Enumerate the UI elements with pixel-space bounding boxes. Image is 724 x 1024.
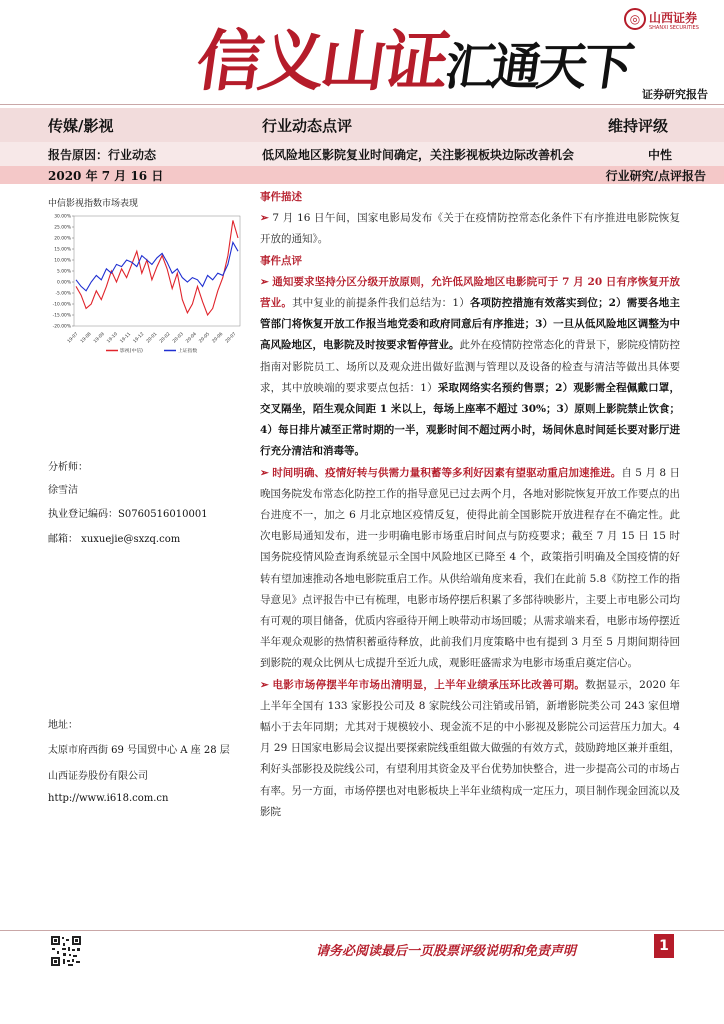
x-tick-label: 19-12 xyxy=(132,331,146,345)
x-tick-label: 19-10 xyxy=(106,331,119,345)
header-divider xyxy=(0,104,724,105)
section-title-event: 事件描述 xyxy=(260,191,302,203)
x-tick-label: 20-03 xyxy=(172,331,185,345)
x-tick-label: 20-05 xyxy=(198,331,212,345)
section-title-comment: 事件点评 xyxy=(260,254,302,267)
analyst-email[interactable]: 邮箱： xuxuejie@sxzq.com xyxy=(48,534,181,545)
series-line-0 xyxy=(76,220,238,315)
analyst-name: 徐雪洁 xyxy=(48,485,78,496)
header-slogan xyxy=(191,8,634,103)
x-tick-label: 19-09 xyxy=(93,331,106,345)
x-tick-label: 20-04 xyxy=(185,331,198,345)
report-reason: 报告原因：行业动态 xyxy=(48,148,157,162)
y-tick-label: 15.00% xyxy=(54,247,71,253)
x-tick-label: 20-02 xyxy=(159,331,172,345)
y-tick-label: -10.00% xyxy=(52,302,71,308)
logo-cn-text: 山西证券 xyxy=(649,11,698,25)
analyst-label: 分析师： xyxy=(48,462,88,473)
disclaimer-notice[interactable]: 请务必阅读最后一页股票评级说明和免责声明 xyxy=(316,944,577,959)
x-tick-label: 20-01 xyxy=(145,331,159,345)
page-number: 1 xyxy=(654,934,674,958)
logo-en-text: SHANXI SECURITIES xyxy=(649,25,699,31)
report-body xyxy=(260,187,680,823)
y-tick-label: 5.00% xyxy=(57,269,71,275)
p3-text: 数据显示，2020 年上半年全国有 133 家影投公司及 8 家院线公司注销或吊销，新增影院类公司 243 家但增幅小于去年同期；尤其对于规模较小、现金流不足的中小影视及影院公司运营压力加大。4 月 29 日国家电影局会议提出要探索院线重组做大做强的有效方式，鼓励跨地区兼并重组，利好头部影投及院线公司，有望利用其资金及平台优势加快整合，进一步提高公司的市场占有率。另一方面，市场停摆也对电影板块上半年业绩构成一定压力，项目制作现金回流以及影院 xyxy=(260,678,680,818)
x-tick-label: 20-06 xyxy=(211,331,225,345)
x-tick-label: 19-11 xyxy=(119,331,133,345)
logo-emblem-icon: ◎ xyxy=(624,8,646,30)
company-website[interactable]: http://www.i618.com.cn xyxy=(48,793,169,804)
p1-text-a: 其中复业的前提条件我们总结为：1） xyxy=(292,297,470,310)
legend-label-1: 上证指数 xyxy=(178,349,198,354)
rating-label: 维持评级 xyxy=(608,117,669,135)
p2-highlight: 时间明确、疫情好转与供需力量积蓄等多利好因素有望驱动重启加速推进。 xyxy=(272,466,622,479)
x-tick-label: 20-07 xyxy=(224,331,238,345)
arrow-bullet-icon: ➢ xyxy=(260,678,269,691)
p1-bold-b: 各项防控措施有效落实到位；2）需要各地主管部门将恢复开放工作报当地党委和政府同意后有序推进；3）一旦从低风险地区调整为中高风险地区，电影院及时按要求暂停营业。 xyxy=(260,297,680,352)
y-tick-label: -20.00% xyxy=(52,324,71,330)
report-type-category: 行业研究/点评报告 xyxy=(605,169,706,183)
report-type: 证券研究报告 xyxy=(642,88,708,101)
y-tick-label: 10.00% xyxy=(54,258,71,264)
report-headline: 低风险地区影院复业时间确定，关注影视板块边际改善机会 xyxy=(262,148,575,162)
paragraph-1 xyxy=(260,272,680,463)
index-performance-chart xyxy=(44,210,244,360)
y-tick-label: 0.00% xyxy=(57,280,71,286)
p1-bold-d: 采取网络实名预约售票；2）观影需全程佩戴口罩，交叉隔坐，陌生观众间距 1 米以上，每场上座率不超过 30%；3）原则上影院禁止饮食；4）每日排片减至正常时期的一半，观影时间不超过两小时，场间休息时间延长要对影厅进行充分清洁和消毒等。 xyxy=(260,381,680,458)
plot-frame xyxy=(74,216,240,326)
y-tick-label: 25.00% xyxy=(54,225,71,231)
arrow-bullet-icon: ➢ xyxy=(260,212,269,225)
p3-highlight: 电影市场停摆半年市场出清明显，上半年业绩承压环比改善可期。 xyxy=(272,678,586,691)
arrow-bullet-icon: ➢ xyxy=(260,275,269,288)
footer-divider xyxy=(0,930,724,931)
report-category-label: 行业动态点评 xyxy=(262,117,353,135)
p2-text: 自 5 月 8 日晚国务院发布常态化防控工作的指导意见已过去两个月，各地对影院恢复开放工作要点的出台进度不一，加之 6 月北京地区疫情反复，使得此前全国影院开放进程存在不确定性。此次电影局通知发布，进一步明确电影市场重启时间点与防疫要求；截至 7 月 15 日 15 时国务院疫情风险查询系统显示全国中风险地区已降至 4 个，政策指引明确及全国疫情的好转有望加速推动各地电影院重启工作。从供给端角度来看，我们在此前 5.8《防控工作的指导意见》点评报告中已有梳理，电影市场停摆后积累了多部待映影片，主要上市电影公司均有可观的项目储备，优质内容亟待开闸上映带动市场回暖；从需求端来看，电影市场停摆近半年观众观影的热情积蓄亟待释放，此前我们月度策略中也有提到 3 月至 5 月期间期待回到影院的观众比例从七成提升至近九成，观影旺盛需求为电影市场重启奠定信心。 xyxy=(260,466,680,670)
report-date: 2020 年 7 月 16 日 xyxy=(48,169,164,183)
rating-value: 中性 xyxy=(648,148,673,162)
x-tick-label: 19-08 xyxy=(80,331,93,345)
legend-label-0: 影视(中信) xyxy=(120,349,143,354)
qr-code-icon xyxy=(50,935,82,967)
analyst-license: 执业登记编码：S0760516010001 xyxy=(48,509,208,520)
y-tick-label: -5.00% xyxy=(55,291,71,297)
slogan-part1: 信义山证 xyxy=(191,23,451,100)
address-label: 地址： xyxy=(48,720,78,731)
p1-highlight: 通知要求坚持分区分级开放原则，允许低风险地区电影院可于 7 月 20 日有序恢复开放营业。 xyxy=(260,275,680,310)
paragraph-3 xyxy=(260,675,680,823)
y-tick-label: 30.00% xyxy=(54,214,71,220)
arrow-bullet-icon: ➢ xyxy=(260,466,269,479)
company-name: 山西证券股份有限公司 xyxy=(48,771,148,782)
x-tick-label: 19-07 xyxy=(66,331,80,345)
address-street: 太原市府西街 69 号国贸中心 A 座 28 层 xyxy=(48,745,230,756)
y-tick-label: 20.00% xyxy=(54,236,71,242)
event-description: 7 月 16 日午间，国家电影局发布《关于在疫情防控常态化条件下有序推进电影院恢复开放的通知》。 xyxy=(260,212,680,246)
paragraph-2 xyxy=(260,463,680,675)
p1-text-c: 此外在疫情防控常态化的背景下，影院疫情防控指南对影院员工、场所以及观众进出做好监测与管理以及设备的检查与清洁等做出具体要求，其中放映端的要求要点包括：1） xyxy=(260,339,680,394)
slogan-part2: 汇通天下 xyxy=(441,38,634,96)
industry-label: 传媒/影视 xyxy=(48,117,114,135)
y-tick-label: -15.00% xyxy=(52,313,71,319)
chart-title: 中信影视指数市场表现 xyxy=(48,199,139,209)
